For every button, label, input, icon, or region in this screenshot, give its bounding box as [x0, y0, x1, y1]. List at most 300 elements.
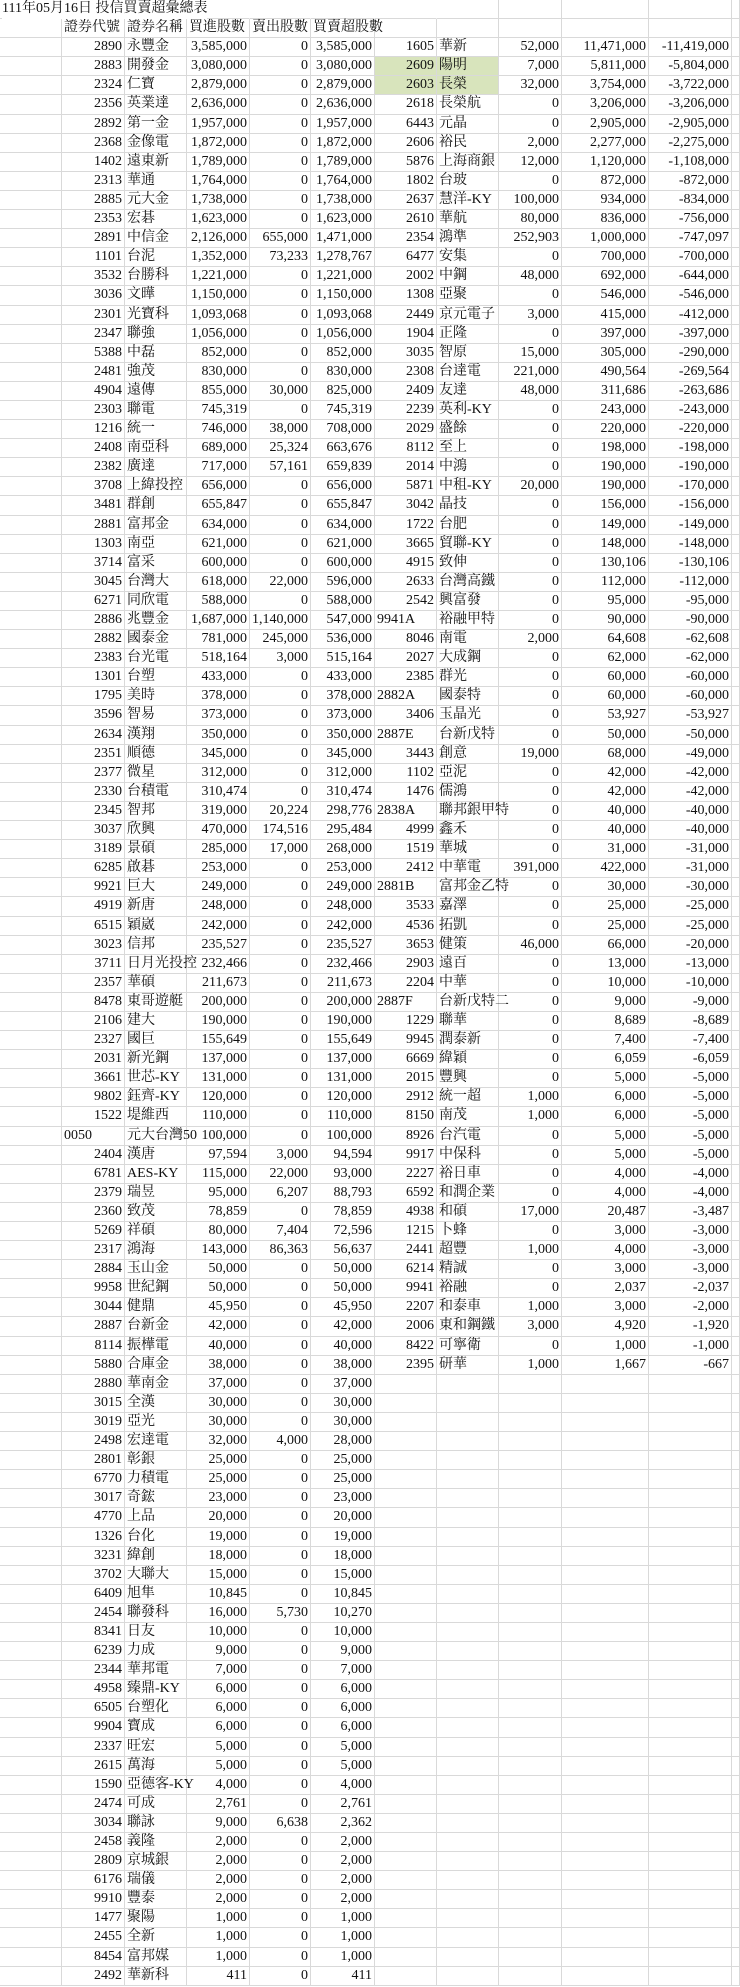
buy-code-cell[interactable]: 8341	[62, 1623, 125, 1642]
cell[interactable]	[311, 0, 375, 19]
sell-net-cell[interactable]: -130,106	[649, 554, 732, 573]
cell[interactable]	[732, 1012, 740, 1031]
buy-buy-cell[interactable]: 200,000	[187, 993, 250, 1012]
cell[interactable]	[437, 1699, 499, 1718]
sell-buy-cell[interactable]: 2,000	[499, 630, 562, 649]
sell-buy-cell[interactable]: 2,000	[499, 134, 562, 153]
sell-net-cell[interactable]: -700,000	[649, 248, 732, 267]
buy-sell-cell[interactable]: 0	[250, 1317, 311, 1336]
cell[interactable]	[649, 0, 732, 19]
buy-net-cell[interactable]: 5,000	[311, 1757, 375, 1776]
sell-code-cell[interactable]: 2912	[375, 1088, 437, 1107]
buy-code-cell[interactable]: 1303	[62, 535, 125, 554]
cell[interactable]	[375, 1528, 437, 1547]
sell-code-cell[interactable]: 2412	[375, 859, 437, 878]
sell-net-cell[interactable]: -7,400	[649, 1031, 732, 1050]
cell[interactable]	[437, 1585, 499, 1604]
sell-sell-cell[interactable]: 31,000	[562, 840, 649, 859]
cell[interactable]	[0, 439, 62, 458]
buy-name-cell[interactable]: AES-KY	[125, 1165, 187, 1184]
cell[interactable]	[732, 554, 740, 573]
sell-buy-cell[interactable]: 0	[499, 496, 562, 515]
cell[interactable]	[732, 1928, 740, 1947]
sell-net-cell[interactable]: -112,000	[649, 573, 732, 592]
cell[interactable]	[732, 153, 740, 172]
buy-sell-cell[interactable]: 0	[250, 1680, 311, 1699]
sell-buy-cell[interactable]: 0	[499, 115, 562, 134]
sell-buy-cell[interactable]: 0	[499, 401, 562, 420]
sell-code-cell[interactable]: 9917	[375, 1146, 437, 1165]
buy-net-cell[interactable]: 120,000	[311, 1088, 375, 1107]
sell-sell-cell[interactable]: 1,000,000	[562, 229, 649, 248]
sell-sell-cell[interactable]: 4,000	[562, 1184, 649, 1203]
cell[interactable]	[732, 859, 740, 878]
buy-code-cell[interactable]: 2880	[62, 1375, 125, 1394]
cell[interactable]	[0, 38, 62, 57]
sell-sell-cell[interactable]: 305,000	[562, 344, 649, 363]
buy-code-cell[interactable]: 1477	[62, 1909, 125, 1928]
buy-code-cell[interactable]: 6515	[62, 917, 125, 936]
buy-net-cell[interactable]: 137,000	[311, 1050, 375, 1069]
cell[interactable]	[499, 1566, 562, 1585]
sell-sell-cell[interactable]: 1,120,000	[562, 153, 649, 172]
sell-name-cell[interactable]: 京元電子	[437, 306, 499, 325]
cell[interactable]	[562, 1871, 649, 1890]
buy-buy-cell[interactable]: 248,000	[187, 897, 250, 916]
buy-sell-cell[interactable]: 0	[250, 745, 311, 764]
cell[interactable]	[649, 1776, 732, 1795]
buy-name-cell[interactable]: 亞德客-KY	[125, 1776, 187, 1795]
buy-net-cell[interactable]: 18,000	[311, 1547, 375, 1566]
buy-name-cell[interactable]: 緯創	[125, 1547, 187, 1566]
buy-code-cell[interactable]: 2368	[62, 134, 125, 153]
cell[interactable]	[562, 1623, 649, 1642]
buy-name-cell[interactable]: 大聯大	[125, 1566, 187, 1585]
sell-code-cell[interactable]: 2903	[375, 955, 437, 974]
sell-buy-cell[interactable]: 0	[499, 1260, 562, 1279]
cell[interactable]	[732, 1489, 740, 1508]
buy-buy-cell[interactable]: 1,687,000	[187, 611, 250, 630]
cell[interactable]	[649, 1394, 732, 1413]
cell[interactable]	[0, 306, 62, 325]
buy-sell-cell[interactable]: 0	[250, 668, 311, 687]
buy-sell-cell[interactable]: 0	[250, 57, 311, 76]
buy-sell-cell[interactable]: 0	[250, 859, 311, 878]
sell-code-cell[interactable]: 2006	[375, 1317, 437, 1336]
column-header-code[interactable]: 證券代號	[62, 19, 125, 38]
buy-net-cell[interactable]: 515,164	[311, 649, 375, 668]
buy-net-cell[interactable]: 411	[311, 1967, 375, 1986]
buy-code-cell[interactable]: 2347	[62, 325, 125, 344]
buy-name-cell[interactable]: 強茂	[125, 363, 187, 382]
buy-name-cell[interactable]: 開發金	[125, 57, 187, 76]
cell[interactable]	[0, 1413, 62, 1432]
cell[interactable]	[0, 401, 62, 420]
sell-name-cell[interactable]: 亞聚	[437, 286, 499, 305]
cell[interactable]	[732, 1776, 740, 1795]
buy-code-cell[interactable]: 2317	[62, 1241, 125, 1260]
cell[interactable]	[562, 1776, 649, 1795]
cell[interactable]	[0, 783, 62, 802]
cell[interactable]	[732, 1317, 740, 1336]
cell[interactable]	[437, 1604, 499, 1623]
sell-sell-cell[interactable]: 25,000	[562, 897, 649, 916]
buy-net-cell[interactable]: 7,000	[311, 1661, 375, 1680]
cell[interactable]	[732, 1260, 740, 1279]
buy-sell-cell[interactable]: 0	[250, 1890, 311, 1909]
sell-buy-cell[interactable]: 0	[499, 726, 562, 745]
sell-sell-cell[interactable]: 3,754,000	[562, 76, 649, 95]
buy-net-cell[interactable]: 4,000	[311, 1776, 375, 1795]
buy-net-cell[interactable]: 295,484	[311, 821, 375, 840]
sell-net-cell[interactable]: -50,000	[649, 726, 732, 745]
cell[interactable]	[375, 1413, 437, 1432]
buy-buy-cell[interactable]: 10,845	[187, 1585, 250, 1604]
buy-sell-cell[interactable]: 245,000	[250, 630, 311, 649]
buy-sell-cell[interactable]: 0	[250, 1948, 311, 1967]
sell-buy-cell[interactable]: 0	[499, 439, 562, 458]
cell[interactable]	[0, 1203, 62, 1222]
buy-net-cell[interactable]: 56,637	[311, 1241, 375, 1260]
buy-name-cell[interactable]: 台塑	[125, 668, 187, 687]
buy-buy-cell[interactable]: 2,000	[187, 1890, 250, 1909]
sell-net-cell[interactable]: -42,000	[649, 764, 732, 783]
sell-net-cell[interactable]: -9,000	[649, 993, 732, 1012]
cell[interactable]	[732, 706, 740, 725]
cell[interactable]	[0, 668, 62, 687]
cell[interactable]	[0, 993, 62, 1012]
sell-name-cell[interactable]: 和潤企業	[437, 1184, 499, 1203]
sell-code-cell[interactable]: 2385	[375, 668, 437, 687]
buy-buy-cell[interactable]: 190,000	[187, 1012, 250, 1031]
buy-code-cell[interactable]: 6285	[62, 859, 125, 878]
buy-net-cell[interactable]: 23,000	[311, 1489, 375, 1508]
buy-buy-cell[interactable]: 131,000	[187, 1069, 250, 1088]
cell[interactable]	[0, 267, 62, 286]
sell-sell-cell[interactable]: 68,000	[562, 745, 649, 764]
buy-code-cell[interactable]: 9958	[62, 1279, 125, 1298]
buy-sell-cell[interactable]: 0	[250, 1203, 311, 1222]
cell[interactable]	[732, 1718, 740, 1737]
buy-net-cell[interactable]: 1,221,000	[311, 267, 375, 286]
sell-buy-cell[interactable]: 0	[499, 611, 562, 630]
cell[interactable]	[0, 0, 208, 19]
cell[interactable]	[0, 745, 62, 764]
cell[interactable]	[732, 1795, 740, 1814]
buy-code-cell[interactable]: 8454	[62, 1948, 125, 1967]
buy-name-cell[interactable]: 智邦	[125, 802, 187, 821]
cell[interactable]	[437, 1642, 499, 1661]
buy-net-cell[interactable]: 1,789,000	[311, 153, 375, 172]
cell[interactable]	[0, 420, 62, 439]
buy-sell-cell[interactable]: 7,404	[250, 1222, 311, 1241]
cell[interactable]	[732, 1432, 740, 1451]
sell-sell-cell[interactable]: 60,000	[562, 687, 649, 706]
cell[interactable]	[0, 1107, 62, 1126]
buy-sell-cell[interactable]: 0	[250, 1031, 311, 1050]
sell-sell-cell[interactable]: 5,000	[562, 1146, 649, 1165]
buy-name-cell[interactable]: 奇鋐	[125, 1489, 187, 1508]
cell[interactable]	[499, 1394, 562, 1413]
sell-net-cell[interactable]: -5,000	[649, 1069, 732, 1088]
buy-buy-cell[interactable]: 312,000	[187, 764, 250, 783]
sell-buy-cell[interactable]: 0	[499, 1012, 562, 1031]
cell[interactable]	[0, 76, 62, 95]
buy-name-cell[interactable]: 金像電	[125, 134, 187, 153]
cell[interactable]	[0, 554, 62, 573]
buy-name-cell[interactable]: 富邦媒	[125, 1948, 187, 1967]
sell-buy-cell[interactable]: 0	[499, 1146, 562, 1165]
cell[interactable]	[562, 1738, 649, 1757]
sell-net-cell[interactable]: -13,000	[649, 955, 732, 974]
sell-name-cell[interactable]: 和碩	[437, 1203, 499, 1222]
sell-buy-cell[interactable]: 3,000	[499, 306, 562, 325]
cell[interactable]	[375, 19, 437, 38]
cell[interactable]	[375, 1661, 437, 1680]
buy-code-cell[interactable]: 2327	[62, 1031, 125, 1050]
sell-name-cell[interactable]: 華新	[437, 38, 499, 57]
cell[interactable]	[0, 630, 62, 649]
sell-sell-cell[interactable]: 3,206,000	[562, 95, 649, 114]
buy-sell-cell[interactable]: 0	[250, 1909, 311, 1928]
sell-code-cell[interactable]: 2838A	[375, 802, 437, 821]
sell-code-cell[interactable]: 4536	[375, 917, 437, 936]
sell-name-cell[interactable]: 玉晶光	[437, 706, 499, 725]
sell-buy-cell[interactable]: 0	[499, 649, 562, 668]
cell[interactable]	[0, 1795, 62, 1814]
cell[interactable]	[649, 1547, 732, 1566]
buy-name-cell[interactable]: 力成	[125, 1642, 187, 1661]
buy-sell-cell[interactable]: 0	[250, 153, 311, 172]
sell-code-cell[interactable]: 2542	[375, 592, 437, 611]
sell-net-cell[interactable]: -156,000	[649, 496, 732, 515]
sell-code-cell[interactable]: 1605	[375, 38, 437, 57]
buy-code-cell[interactable]: 2887	[62, 1317, 125, 1336]
cell[interactable]	[0, 57, 62, 76]
sell-buy-cell[interactable]: 252,903	[499, 229, 562, 248]
sell-code-cell[interactable]: 2027	[375, 649, 437, 668]
cell[interactable]	[562, 1585, 649, 1604]
sell-buy-cell[interactable]: 1,000	[499, 1241, 562, 1260]
sell-code-cell[interactable]: 2887F	[375, 993, 437, 1012]
cell[interactable]	[562, 1528, 649, 1547]
sell-buy-cell[interactable]: 0	[499, 1069, 562, 1088]
cell[interactable]	[0, 325, 62, 344]
sell-name-cell[interactable]: 遠百	[437, 955, 499, 974]
sell-sell-cell[interactable]: 1,000	[562, 1337, 649, 1356]
sell-name-cell[interactable]: 東和鋼鐵	[437, 1317, 499, 1336]
sell-buy-cell[interactable]: 1,000	[499, 1088, 562, 1107]
cell[interactable]	[649, 1718, 732, 1737]
sell-net-cell[interactable]: -3,000	[649, 1260, 732, 1279]
buy-buy-cell[interactable]: 1,093,068	[187, 306, 250, 325]
cell[interactable]	[0, 19, 62, 38]
cell[interactable]	[0, 1069, 62, 1088]
cell[interactable]	[499, 1909, 562, 1928]
cell[interactable]	[649, 1451, 732, 1470]
cell[interactable]	[0, 458, 62, 477]
cell[interactable]	[499, 1661, 562, 1680]
cell[interactable]	[649, 1432, 732, 1451]
sell-net-cell[interactable]: -25,000	[649, 917, 732, 936]
sell-buy-cell[interactable]: 0	[499, 783, 562, 802]
buy-code-cell[interactable]: 3231	[62, 1547, 125, 1566]
sell-buy-cell[interactable]: 0	[499, 1184, 562, 1203]
cell[interactable]	[649, 1909, 732, 1928]
cell[interactable]	[0, 1814, 62, 1833]
buy-name-cell[interactable]: 新唐	[125, 897, 187, 916]
sell-code-cell[interactable]: 9941A	[375, 611, 437, 630]
buy-buy-cell[interactable]: 1,623,000	[187, 210, 250, 229]
buy-name-cell[interactable]: 可成	[125, 1795, 187, 1814]
buy-net-cell[interactable]: 655,847	[311, 496, 375, 515]
cell[interactable]	[375, 1623, 437, 1642]
cell[interactable]	[732, 1356, 740, 1375]
cell[interactable]	[732, 1814, 740, 1833]
buy-sell-cell[interactable]: 57,161	[250, 458, 311, 477]
cell[interactable]	[375, 1948, 437, 1967]
cell[interactable]	[732, 1203, 740, 1222]
cell[interactable]	[437, 1623, 499, 1642]
sell-sell-cell[interactable]: 149,000	[562, 516, 649, 535]
sell-code-cell[interactable]: 1229	[375, 1012, 437, 1031]
sell-sell-cell[interactable]: 42,000	[562, 764, 649, 783]
sell-code-cell[interactable]: 2887E	[375, 726, 437, 745]
sell-buy-cell[interactable]: 1,000	[499, 1356, 562, 1375]
buy-buy-cell[interactable]: 19,000	[187, 1528, 250, 1547]
buy-code-cell[interactable]: 2357	[62, 974, 125, 993]
sell-buy-cell[interactable]: 52,000	[499, 38, 562, 57]
sell-buy-cell[interactable]: 221,000	[499, 363, 562, 382]
buy-buy-cell[interactable]: 9,000	[187, 1642, 250, 1661]
buy-sell-cell[interactable]: 1,140,000	[250, 611, 311, 630]
buy-code-cell[interactable]: 1301	[62, 668, 125, 687]
sell-code-cell[interactable]: 4999	[375, 821, 437, 840]
buy-buy-cell[interactable]: 1,738,000	[187, 191, 250, 210]
buy-net-cell[interactable]: 1,000	[311, 1948, 375, 1967]
buy-net-cell[interactable]: 155,649	[311, 1031, 375, 1050]
cell[interactable]	[649, 1852, 732, 1871]
cell[interactable]	[375, 1489, 437, 1508]
sell-net-cell[interactable]: -190,000	[649, 458, 732, 477]
cell[interactable]	[437, 1566, 499, 1585]
cell[interactable]	[649, 1375, 732, 1394]
cell[interactable]	[375, 1585, 437, 1604]
buy-name-cell[interactable]: 台新金	[125, 1317, 187, 1336]
column-header-name[interactable]: 證券名稱	[125, 19, 187, 38]
cell[interactable]	[437, 1928, 499, 1947]
buy-name-cell[interactable]: 南亞科	[125, 439, 187, 458]
buy-net-cell[interactable]: 1,093,068	[311, 306, 375, 325]
cell[interactable]	[732, 764, 740, 783]
cell[interactable]	[732, 802, 740, 821]
sell-name-cell[interactable]: 台肥	[437, 516, 499, 535]
buy-name-cell[interactable]: 健鼎	[125, 1298, 187, 1317]
sell-net-cell[interactable]: -263,686	[649, 382, 732, 401]
cell[interactable]	[732, 115, 740, 134]
cell[interactable]	[375, 1375, 437, 1394]
sell-name-cell[interactable]: 研華	[437, 1356, 499, 1375]
cell[interactable]	[499, 1948, 562, 1967]
cell[interactable]	[0, 1680, 62, 1699]
buy-name-cell[interactable]: 文曄	[125, 286, 187, 305]
cell[interactable]	[499, 1852, 562, 1871]
buy-sell-cell[interactable]: 0	[250, 535, 311, 554]
sell-code-cell[interactable]: 1904	[375, 325, 437, 344]
cell[interactable]	[0, 1317, 62, 1336]
buy-code-cell[interactable]: 6176	[62, 1871, 125, 1890]
buy-sell-cell[interactable]: 0	[250, 974, 311, 993]
buy-sell-cell[interactable]: 20,224	[250, 802, 311, 821]
buy-net-cell[interactable]: 93,000	[311, 1165, 375, 1184]
buy-net-cell[interactable]: 1,957,000	[311, 115, 375, 134]
sell-code-cell[interactable]: 3042	[375, 496, 437, 515]
sell-sell-cell[interactable]: 6,000	[562, 1088, 649, 1107]
buy-net-cell[interactable]: 596,000	[311, 573, 375, 592]
buy-net-cell[interactable]: 253,000	[311, 859, 375, 878]
buy-sell-cell[interactable]: 0	[250, 1547, 311, 1566]
sell-sell-cell[interactable]: 8,689	[562, 1012, 649, 1031]
buy-net-cell[interactable]: 2,636,000	[311, 95, 375, 114]
buy-buy-cell[interactable]: 1,764,000	[187, 172, 250, 191]
sell-code-cell[interactable]: 2227	[375, 1165, 437, 1184]
sell-net-cell[interactable]: -20,000	[649, 936, 732, 955]
sell-buy-cell[interactable]: 0	[499, 325, 562, 344]
sell-net-cell[interactable]: -3,487	[649, 1203, 732, 1222]
sell-name-cell[interactable]: 大成鋼	[437, 649, 499, 668]
buy-sell-cell[interactable]: 0	[250, 1528, 311, 1547]
buy-name-cell[interactable]: 旭隼	[125, 1585, 187, 1604]
buy-name-cell[interactable]: 中信金	[125, 229, 187, 248]
sell-sell-cell[interactable]: 190,000	[562, 477, 649, 496]
cell[interactable]	[437, 1833, 499, 1852]
buy-buy-cell[interactable]: 6,000	[187, 1699, 250, 1718]
buy-net-cell[interactable]: 6,000	[311, 1680, 375, 1699]
cell[interactable]	[499, 1585, 562, 1604]
sell-code-cell[interactable]: 4938	[375, 1203, 437, 1222]
buy-net-cell[interactable]: 242,000	[311, 917, 375, 936]
buy-net-cell[interactable]: 2,000	[311, 1833, 375, 1852]
buy-code-cell[interactable]: 4770	[62, 1508, 125, 1527]
sell-code-cell[interactable]: 3533	[375, 897, 437, 916]
buy-sell-cell[interactable]: 0	[250, 917, 311, 936]
buy-code-cell[interactable]: 0050	[62, 1127, 125, 1146]
buy-name-cell[interactable]: 台光電	[125, 649, 187, 668]
buy-sell-cell[interactable]: 0	[250, 706, 311, 725]
cell[interactable]	[732, 1337, 740, 1356]
sell-net-cell[interactable]: -25,000	[649, 897, 732, 916]
cell[interactable]	[0, 1031, 62, 1050]
cell[interactable]	[732, 496, 740, 515]
buy-code-cell[interactable]: 2379	[62, 1184, 125, 1203]
buy-buy-cell[interactable]: 373,000	[187, 706, 250, 725]
buy-net-cell[interactable]: 298,776	[311, 802, 375, 821]
sell-buy-cell[interactable]: 0	[499, 95, 562, 114]
buy-net-cell[interactable]: 373,000	[311, 706, 375, 725]
sell-net-cell[interactable]: -546,000	[649, 286, 732, 305]
sell-name-cell[interactable]: 南電	[437, 630, 499, 649]
buy-sell-cell[interactable]: 0	[250, 726, 311, 745]
sell-name-cell[interactable]: 富邦金乙特	[437, 878, 499, 897]
sell-net-cell[interactable]: -148,000	[649, 535, 732, 554]
cell[interactable]	[0, 1948, 62, 1967]
sell-buy-cell[interactable]: 0	[499, 821, 562, 840]
buy-net-cell[interactable]: 110,000	[311, 1107, 375, 1126]
cell[interactable]	[649, 1871, 732, 1890]
buy-code-cell[interactable]: 4919	[62, 897, 125, 916]
cell[interactable]	[732, 1757, 740, 1776]
sell-name-cell[interactable]: 貿聯-KY	[437, 535, 499, 554]
